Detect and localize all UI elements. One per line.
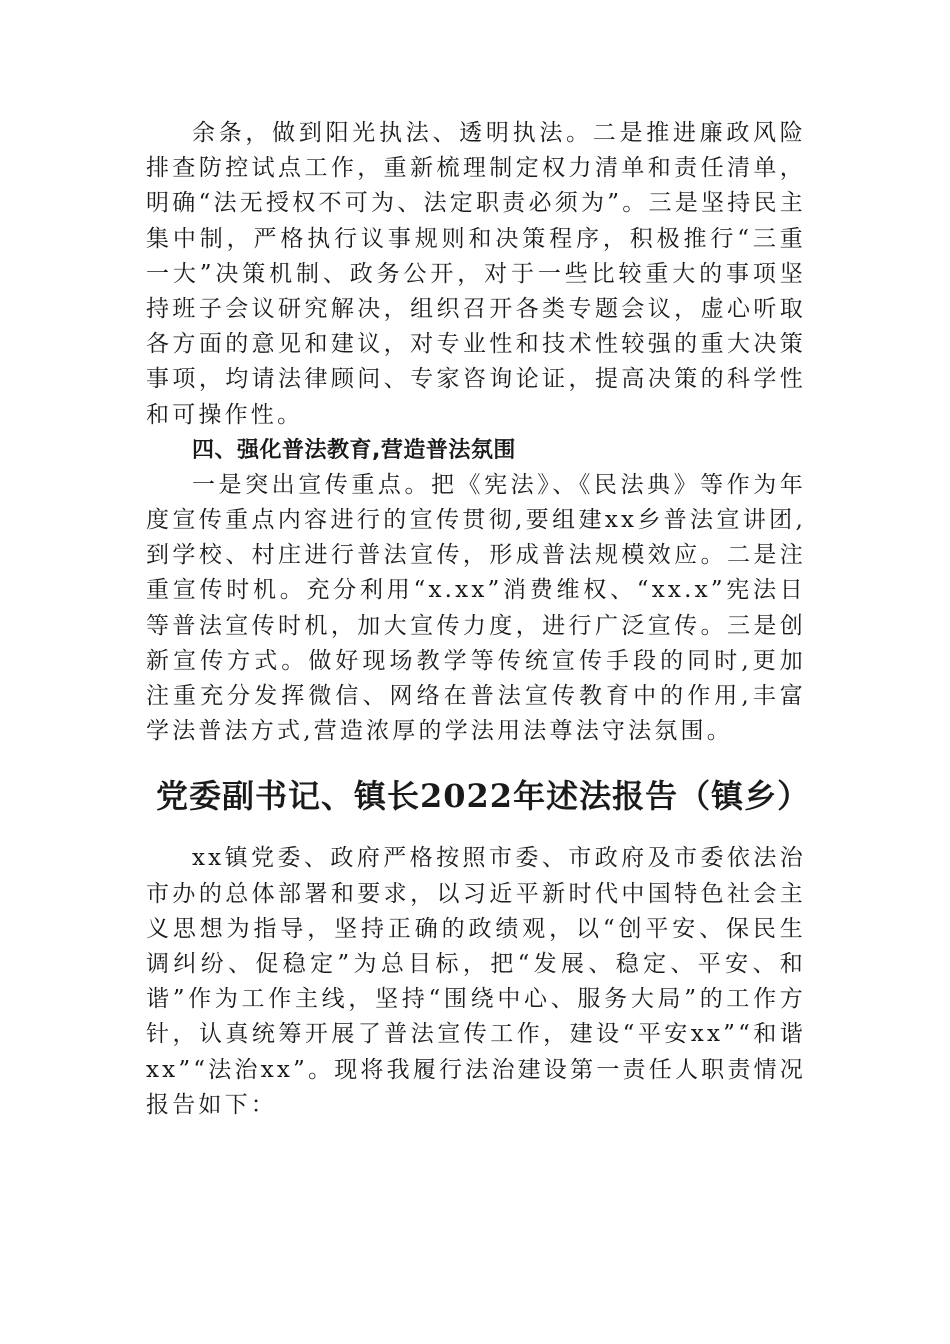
body-paragraph: 一是突出宣传重点。把《宪法》、《民法典》等作为年度宣传重点内容进行的宣传贯彻,要组建xx乡普法宣讲团,到学校、村庄进行普法宣传，形成普法规模效应。二是注重宣传时机。充分利用“x.xx”消费维权、“xx.x”宪法日等普法宣传时机，加大宣传力度，进行广泛宣传。三是创新宣传方式。做好现场教学等传统宣传手段的同时,更加注重充分发挥微信、网络在普法宣传教育中的作用,丰富学法普法方式,营造浓厚的学法用法尊法守法氛围。 bbox=[146, 471, 806, 745]
document-title: 党委副书记、镇长2022年述法报告（镇乡） bbox=[156, 777, 811, 816]
body-paragraph: 余条，做到阳光执法、透明执法。二是推进廉政风险排查防控试点工作，重新梳理制定权力清单和责任清单，明确“法无授权不可为、法定职责必须为”。三是坚持民主集中制，严格执行议事规则和决策程序，积极推行“三重一大”决策机制、政务公开，对于一些比较重大的事项坚持班子会议研究解决，组织召开各类专题会议，虚心听取各方面的意见和建议，对专业性和技术性较强的重大决策事项，均请法律顾问、专家咨询论证，提高决策的科学性和可操作性。 bbox=[146, 120, 806, 428]
title-block bbox=[156, 763, 811, 829]
intro-paragraph: xx镇党委、政府严格按照市委、市政府及市委依法治市办的总体部署和要求，以习近平新时代中国特色社会主义思想为指导，坚持正确的政绩观，以“创平安、保民生调纠纷、促稳定”为总目标，把“发展、稳定、平安、和谐”作为工作主线，坚持“围绕中心、服务大局”的工作方针，认真统筹开展了普法宣传工作，建设“平安xx”“和谐xx”“法治xx”。现将我履行法治建设第一责任人职责情况报告如下： bbox=[146, 845, 806, 1118]
document-page bbox=[146, 116, 811, 1123]
section-heading: 四、强化普法教育,营造普法氛围 bbox=[192, 437, 516, 463]
